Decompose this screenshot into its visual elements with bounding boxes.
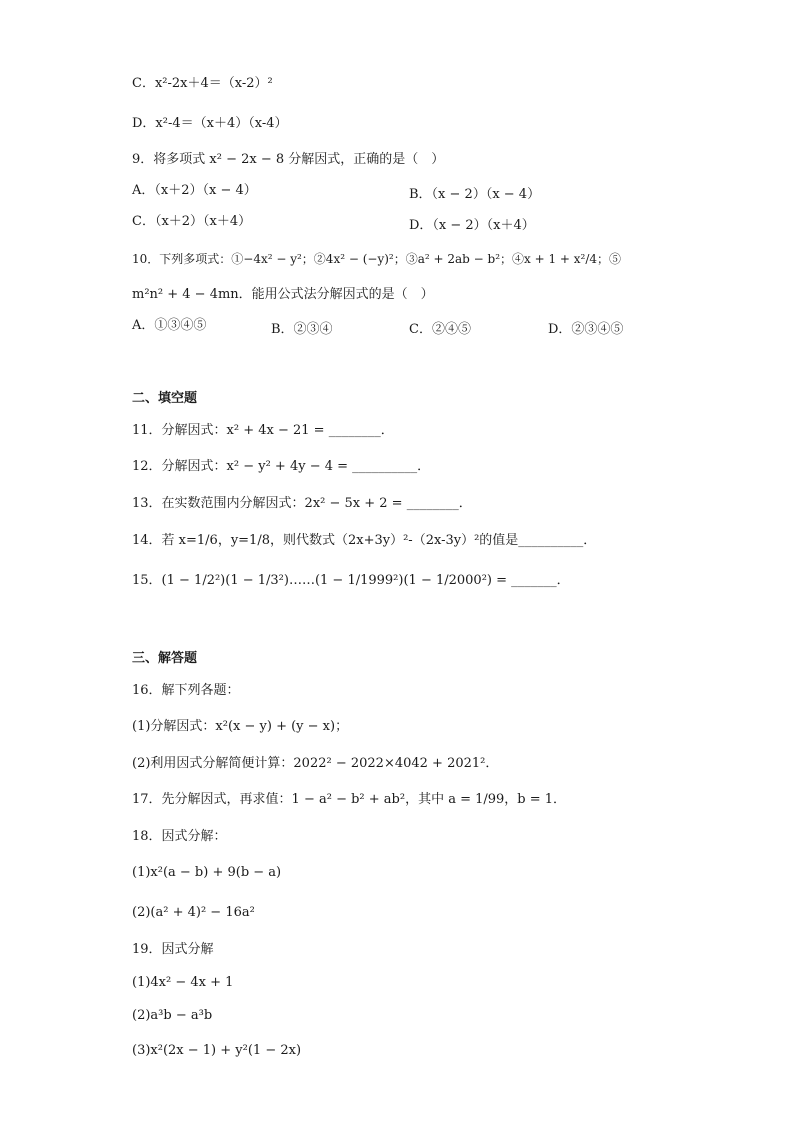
q19-part-2: (2)a³b − a³b <box>132 1008 213 1023</box>
question-10: 10．下列多项式：①−4x² − y²；②4x² − (−y)²；③a² + 2ab − b²；④x + 1 + x²/4；⑤ <box>132 252 622 266</box>
q10-option-b: B．②③④ <box>271 322 333 337</box>
question-10-cont: m²n² + 4 − 4mn．能用公式法分解因式的是（ ） <box>132 287 434 302</box>
question-14: 14．若 x=1/6，y=1/8，则代数式（2x+3y）²-（2x-3y）²的值是__________． <box>132 533 597 548</box>
q16-part-2: (2)利用因式分解简便计算：2022² − 2022×4042 + 2021²． <box>132 756 499 771</box>
q10-option-a: A．①③④⑤ <box>132 318 207 333</box>
q19-part-3: (3)x²(2x − 1) + y²(1 − 2x) <box>132 1043 302 1058</box>
question-16: 16．解下列各题： <box>132 683 240 698</box>
q9-option-d: D．（x − 2）（x＋4） <box>409 218 535 233</box>
q8-option-c: C．x²-2x＋4＝（x-2）² <box>132 76 273 91</box>
q16-part-1: (1)分解因式：x²(x − y) + (y − x)； <box>132 719 349 734</box>
question-13: 13．在实数范围内分解因式：2x² − 5x + 2 = ________． <box>132 496 472 511</box>
q9-option-b: B．（x − 2）（x − 4） <box>409 187 541 202</box>
question-9: 9．将多项式 x² − 2x − 8 分解因式，正确的是（ ） <box>132 152 445 167</box>
question-18: 18．因式分解： <box>132 829 227 844</box>
q9-option-c: C．（x＋2）（x＋4） <box>132 214 252 229</box>
question-11: 11．分解因式：x² + 4x − 21 = ________． <box>132 423 394 438</box>
section-fill-in: 二、填空题 <box>132 391 198 406</box>
q10-option-c: C．②④⑤ <box>409 322 471 337</box>
question-15: 15．(1 − 1/2²)(1 − 1/3²)……(1 − 1/1999²)(1 − 1/2000²) = _______． <box>132 573 570 588</box>
question-19: 19．因式分解 <box>132 942 214 957</box>
q18-part-2: (2)(a² + 4)² − 16a² <box>132 905 255 920</box>
q19-part-1: (1)4x² − 4x + 1 <box>132 975 234 990</box>
q10-option-d: D．②③④⑤ <box>548 322 624 337</box>
q18-part-1: (1)x²(a − b) + 9(b − a) <box>132 865 282 880</box>
section-solve: 三、解答题 <box>132 651 198 666</box>
question-12: 12．分解因式：x² − y² + 4y − 4 = __________． <box>132 459 431 474</box>
question-17: 17．先分解因式，再求值：1 − a² − b² + ab²，其中 a = 1/99，b = 1． <box>132 792 567 807</box>
q8-option-d: D．x²-4＝（x＋4）（x-4） <box>132 116 288 131</box>
q9-option-a: A．（x＋2）（x − 4） <box>132 183 257 198</box>
